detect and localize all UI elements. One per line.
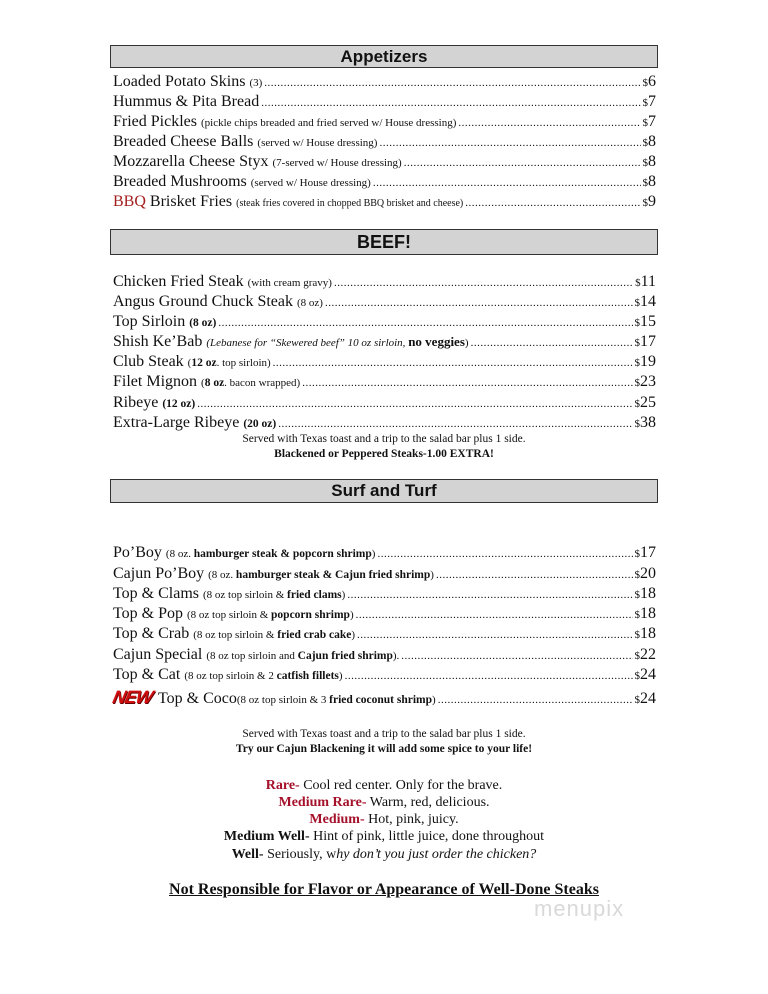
menu-item [110,687,656,711]
item-desc: (served w/ House dressing) [257,137,378,149]
doneness-well: Well- Seriously, why don’t you just order the chicken? [231,847,537,862]
item-desc: (Lebanese for “Skewered beef” 10 oz sirloin, no veggies) [206,334,469,349]
item-price: $24 [634,690,656,707]
item-price: $20 [634,565,656,582]
menu-item [113,272,656,292]
item-desc: (8 oz) [296,297,323,309]
menu-item [113,564,656,584]
menu-item [113,172,656,192]
leader-dots [438,690,633,710]
leader-dots [325,293,633,313]
leader-dots [436,565,633,585]
beef-note: Served with Texas toast and a trip to the salad bar plus 1 side. [242,433,526,445]
surf-note-cajun: Try our Cajun Blackening it will add some spice to your life! [235,743,533,755]
item-name: Top & Crab [113,625,190,642]
leader-dots [373,173,641,193]
item-name: Chicken Fried Steak [113,273,244,290]
item-desc: (8 oz. hamburger steak & Cajun fried shrimp) [208,569,434,581]
item-price: $38 [634,414,656,431]
item-desc: (7-served w/ House dressing) [272,157,402,169]
item-price: $24 [634,666,656,683]
menu-item [113,413,656,433]
item-name: Angus Ground Chuck Steak [113,293,293,310]
item-desc: (8 oz top sirloin and Cajun fried shrimp). [206,650,400,662]
item-name: Top & Coco [158,690,237,707]
menu-item [113,665,656,685]
menu-item [113,543,656,563]
leader-dots [471,333,633,353]
item-desc: (8 oz top sirloin & fried crab cake) [193,629,355,641]
doneness-medium: Medium- Hot, pink, juicy. [309,812,459,827]
item-name: Cajun Po’Boy [113,565,205,582]
beef-header: BEEF! [110,229,658,255]
doneness-medium-rare: Medium Rare- Warm, red, delicious. [278,795,490,810]
leader-dots [197,394,632,414]
menu-item [113,393,656,413]
item-price: $11 [635,273,656,290]
item-desc: (12 oz) [162,398,196,410]
item-desc: (pickle chips breaded and fried served w/ House dressing) [201,117,457,129]
leader-dots [261,93,640,113]
menu-item [113,152,656,172]
menu-item [113,372,656,392]
beef-note-extra: Blackened or Peppered Steaks-1.00 EXTRA! [274,448,494,460]
leader-dots [357,625,633,645]
item-desc: (8 oz. bacon wrapped) [201,377,301,389]
item-name: Top & Cat [113,666,181,683]
well-done-disclaimer: Not Responsible for Flavor or Appearance of Well-Done Steaks [169,881,599,898]
item-price: $14 [634,293,656,310]
item-desc: (8 oz) [189,317,217,329]
menupix-watermark: menupix [534,896,625,921]
menu-item [113,645,656,665]
leader-dots [465,193,640,213]
item-name: Loaded Potato Skins [113,73,246,90]
item-name: BBQ Brisket Fries [113,193,233,210]
menu-item [113,72,656,92]
item-name: Po’Boy [113,544,162,561]
item-price: $9 [642,193,656,210]
item-price: $25 [634,394,656,411]
item-desc: (served w/ House dressing) [250,177,371,189]
menu-item [113,352,656,372]
menu-item [113,312,656,332]
item-price: $23 [634,373,656,390]
item-price: $6 [642,73,656,90]
item-price: $17 [634,333,656,350]
menu-item [113,192,656,212]
item-desc: (12 oz. top sirloin) [187,357,271,369]
surf-note: Served with Texas toast and a trip to the salad bar plus 1 side. [242,728,526,740]
menu-item [113,92,656,112]
menu-item [113,584,656,604]
item-name: Breaded Cheese Balls [113,133,254,150]
leader-dots [302,373,632,393]
item-name: Cajun Special [113,646,203,663]
leader-dots [379,133,640,153]
item-price: $17 [634,544,656,561]
item-price: $8 [642,133,656,150]
item-name: Ribeye [113,394,159,411]
item-name: Mozzarella Cheese Styx [113,153,269,170]
leader-dots [404,153,641,173]
item-desc: (20 oz) [243,418,277,430]
item-price: $7 [642,113,656,130]
item-desc: (8 oz top sirloin & popcorn shrimp) [187,609,354,621]
doneness-medium-well: Medium Well- Hint of pink, little juice, done throughout [223,829,545,844]
leader-dots [347,585,632,605]
leader-dots [278,414,632,434]
item-desc: (8 oz top sirloin & fried clams) [203,589,346,601]
item-price: $7 [642,93,656,110]
new-badge: NEW [110,687,155,707]
item-price: $19 [634,353,656,370]
item-name: Shish Ke’Bab [113,333,203,350]
leader-dots [377,544,632,564]
leader-dots [218,313,632,333]
item-name: Top & Clams [113,585,199,602]
item-price: $8 [642,173,656,190]
item-desc: (8 oz top sirloin & 2 catfish fillets) [184,670,343,682]
item-name: Fried Pickles [113,113,197,130]
menu-item [113,332,656,352]
leader-dots [458,113,640,133]
item-name: Hummus & Pita Bread [113,93,260,110]
item-name: Extra-Large Ribeye [113,414,240,431]
item-name: Breaded Mushrooms [113,173,247,190]
leader-dots [356,605,633,625]
item-desc: (steak fries covered in chopped BBQ brisket and cheese) [236,198,464,209]
menu-item [113,604,656,624]
menu-item [113,624,656,644]
menu-item [113,112,656,132]
item-price: $22 [634,646,656,663]
item-price: $18 [634,585,656,602]
appetizers-header: Appetizers [110,45,658,68]
item-price: $8 [642,153,656,170]
menu-item [113,132,656,152]
item-desc: (8 oz. hamburger steak & popcorn shrimp) [165,548,376,560]
item-name: Club Steak [113,353,184,370]
item-price: $18 [634,605,656,622]
item-name: Top Sirloin [113,313,186,330]
item-name: Top & Pop [113,605,183,622]
item-price: $18 [634,625,656,642]
item-name: Filet Mignon [113,373,198,390]
menu-item [113,292,656,312]
item-price: $15 [634,313,656,330]
item-desc: (3) [249,77,263,89]
leader-dots [401,646,632,666]
item-desc: (8 oz top sirloin & 3 fried coconut shrimp) [236,694,436,706]
leader-dots [334,273,633,293]
item-desc: (with cream gravy) [247,277,332,289]
surf-header: Surf and Turf [110,479,658,503]
leader-dots [273,353,633,373]
leader-dots [345,666,633,686]
doneness-rare: Rare- Cool red center. Only for the brave. [265,778,503,793]
leader-dots [264,73,640,93]
